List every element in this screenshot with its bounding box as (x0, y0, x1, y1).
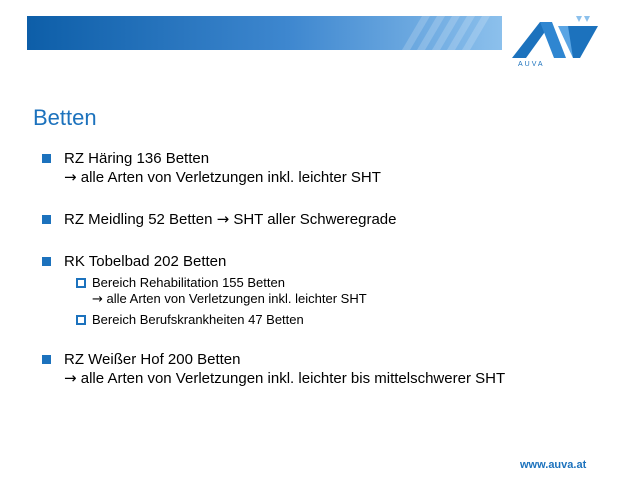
square-bullet-icon (42, 215, 51, 224)
item-detail: → alle Arten von Verletzungen inkl. leichter bis mittelschwerer SHT (64, 369, 506, 387)
sub-list-item (74, 275, 620, 308)
header-band (27, 16, 502, 50)
slide-title: Betten (33, 105, 97, 130)
sub-item-heading: Bereich Berufskrankheiten 47 Betten (92, 312, 304, 327)
list-item (40, 210, 620, 229)
list-item (40, 149, 620, 187)
list-item (40, 252, 620, 271)
item-detail: → alle Arten von Verletzungen inkl. leichter SHT (64, 168, 381, 186)
square-bullet-icon (42, 154, 51, 163)
hollow-square-bullet-icon (76, 278, 86, 288)
item-heading: RZ Häring 136 Betten (64, 150, 210, 167)
square-bullet-icon (42, 257, 51, 266)
item-heading: RZ Meidling 52 Betten → SHT aller Schweregrade (64, 210, 397, 228)
arrow-icon: → (216, 210, 230, 228)
sub-list-item (74, 312, 620, 328)
bullet-list (40, 149, 620, 388)
logo-wordmark: AUVA (518, 61, 545, 68)
arrow-icon: → (92, 292, 103, 307)
item-heading: RZ Weißer Hof 200 Betten (64, 351, 241, 368)
list-item (40, 350, 620, 388)
arrow-icon: → (64, 168, 77, 186)
hollow-square-bullet-icon (76, 315, 86, 325)
item-heading: RK Tobelbad 202 Betten (64, 253, 227, 270)
footer-url: www.auva.at (520, 459, 587, 471)
arrow-icon: → (64, 369, 77, 387)
band-stripes-decoration (27, 16, 502, 50)
sub-item-heading: Bereich Rehabilitation 155 Betten (92, 275, 285, 290)
sub-item-detail: → alle Arten von Verletzungen inkl. leichter SHT (92, 291, 367, 307)
square-bullet-icon (42, 355, 51, 364)
